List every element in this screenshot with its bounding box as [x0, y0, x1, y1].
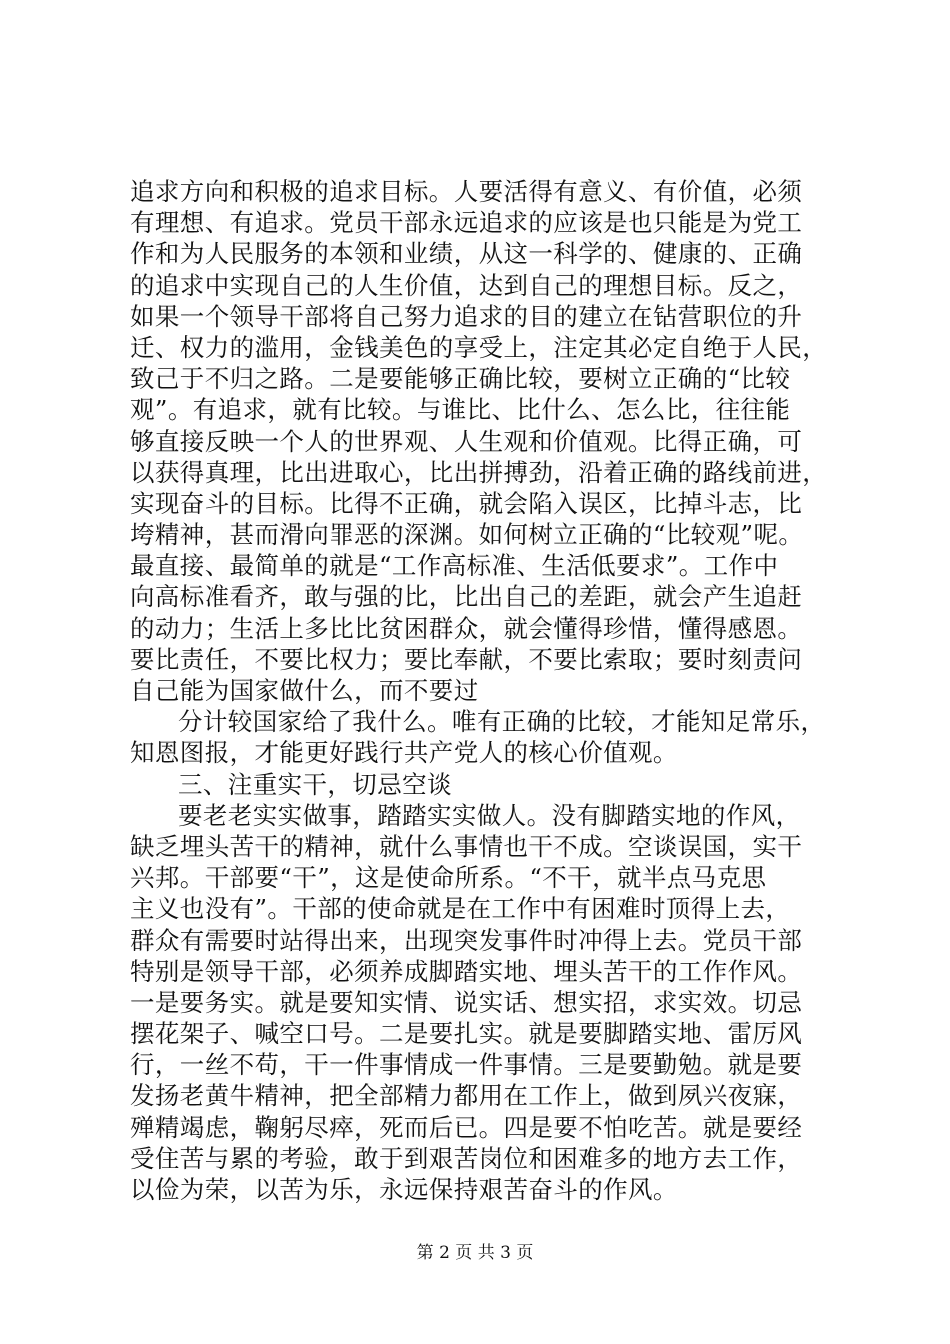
text-line: 主义也没有”。干部的使命就是在工作中有困难时顶得上去， [130, 894, 791, 924]
text-line: 最直接、最简单的就是“工作高标准、生活低要求”。工作中 [130, 551, 779, 581]
text-line: 致己于不归之路。二是要能够正确比较，要树立正确的“比较 [130, 364, 791, 394]
text-line: 向高标准看齐，敢与强的比，比出自己的差距，就会产生追赶 [130, 582, 803, 612]
text-line: 特别是领导干部，必须养成脚踏实地、埋头苦干的工作作风。 [130, 956, 803, 986]
document-body [130, 176, 830, 1205]
page-footer: 第 2 页 共 3 页 [416, 1243, 534, 1263]
text-line: 兴邦。干部要“干”，这是使命所系。“不干，就半点马克思 [130, 863, 767, 893]
text-line: 实现奋斗的目标。比得不正确，就会陷入误区，比掉斗志，比 [130, 488, 803, 518]
text-line: 观”。有追求，就有比较。与谁比、比什么、怎么比，往往能 [130, 395, 791, 425]
text-line: 够直接反映一个人的世界观、人生观和价值观。比得正确，可 [130, 426, 803, 456]
text-line: 追求方向和积极的追求目标。人要活得有意义、有价值，必须 [130, 177, 803, 206]
text-line: 垮精神，甚而滑向罪恶的深渊。如何树立正确的“比较观”呢。 [130, 520, 804, 550]
text-line: 知恩图报，才能更好践行共产党人的核心价值观。 [130, 738, 678, 768]
text-line: 要比责任，不要比权力；要比奉献，不要比索取；要时刻责问 [130, 644, 803, 674]
text-line: 如果一个领导干部将自己努力追求的目的建立在钻营职位的升 [130, 301, 803, 331]
text-line: 的动力；生活上多比比贫困群众，就会懂得珍惜，懂得感恩。 [130, 613, 803, 643]
text-line: 群众有需要时站得出来，出现突发事件时冲得上去。党员干部 [130, 925, 803, 955]
text-line: 以俭为荣，以苦为乐，永远保持艰苦奋斗的作风。 [130, 1175, 678, 1204]
text-line: 要老老实实做事，踏踏实实做人。没有脚踏实地的作风， [178, 800, 801, 830]
text-line: 自己能为国家做什么，而不要过 [130, 676, 479, 705]
text-line: 摆花架子、喊空口号。二是要扎实。就是要脚踏实地、雷厉风 [130, 1019, 803, 1049]
text-line: 作和为人民服务的本领和业绩，从这一科学的、健康的、正确 [130, 239, 803, 269]
text-line: 一是要务实。就是要知实情、说实话、想实招，求实效。切忌 [130, 987, 803, 1017]
text-line: 缺乏埋头苦干的精神，就什么事情也干不成。空谈误国，实干 [130, 831, 803, 861]
text-line: 行，一丝不苟，干一件事情成一件事情。三是要勤勉。就是要 [130, 1050, 803, 1080]
text-line: 迁、权力的滥用，金钱美色的享受上，注定其必定自绝于人民， [130, 332, 828, 362]
text-line: 分计较国家给了我什么。唯有正确的比较，才能知足常乐， [178, 707, 826, 737]
text-line: 殚精竭虑，鞠躬尽瘁，死而后已。四是要不怕吃苦。就是要经 [130, 1112, 803, 1142]
text-line: 以获得真理，比出进取心，比出拼搏劲，沿着正确的路线前进， [130, 457, 828, 487]
text-line: 有理想、有追求。党员干部永远追求的应该是也只能是为党工 [130, 208, 803, 238]
text-line: 受住苦与累的考验，敢于到艰苦岗位和困难多的地方去工作， [130, 1143, 803, 1173]
text-line: 三、注重实干，切忌空谈 [178, 769, 452, 799]
text-line: 发扬老黄牛精神，把全部精力都用在工作上，做到夙兴夜寐， [130, 1081, 803, 1111]
text-line: 的追求中实现自己的人生价值，达到自己的理想目标。反之， [130, 270, 803, 300]
